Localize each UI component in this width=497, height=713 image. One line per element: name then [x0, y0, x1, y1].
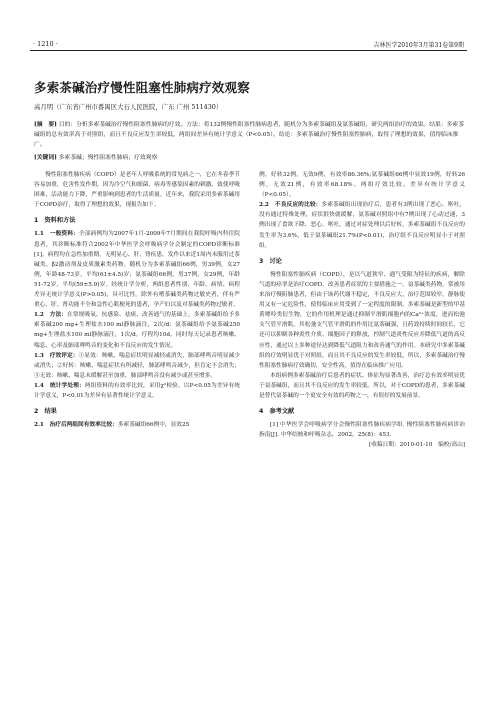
section-heading-results: 2 结果 [34, 408, 57, 416]
intro-paragraph: 慢性阻塞性肺疾病（COPD）是老年人呼吸系统的常见病之一，它在冬春季节容易加重，危害性发作期，因为冷空气和细菌、病毒等感染因素的刺激，致使呼吸困难，活动能力下降，严重影响到患者的生活质量。近年来，我院采用多索茶碱用于COPD治疗，取得了理想的效果，现报告如下。 [34, 172, 240, 209]
paragraph-2-2 [259, 200, 465, 250]
left-column [34, 170, 240, 430]
text-1-3: ①显效：咳嗽、喘息症状明显减轻或消失，肺部哮鸣音明显减少或消失；②好转：咳嗽、喘息症状有所减轻，肺部哮鸣音减少，但肯定不会消失；③无效：咳嗽、喘息未缓解甚至加重，肺部哮鸣音没有减少或甚至增多。 [34, 352, 241, 379]
discussion-paragraph: 慢性阻塞性肺疾病（COPD），是以气道狭窄、通气受限为特征的疾病，解除气道的痉挛是治疗COPD，改善患者症状的主要措施之一。氨茶碱类药物，常被用来治疗慢阻肺患者，但由于该药代谢不稳定，不良反应大，治疗范围较窄，静脉使用又有一定危险性，使得临床应用受到了一定程度的限制。多索茶碱是新型的甲基黄嘌呤类衍生物，它的作用机理是通过抑制平滑肌细胞内的Ca²⁺浓度，进而松弛支气管平滑肌。其松弛支气管平滑肌的作用比氨茶碱强，且药效持续时间较长，它还可以抑制各种炎性介质、细胞因子的释放，控制气道炎性反应并降低气道的高反应性，通过以上多种途径达到降低气道阻力和改善通气的作用。本研究中多索茶碱组的疗效明显优于对照组，而且其不良反应的发生率较低，所以，多索茶碱治疗慢性阻塞性肺病疗效确切，安全性高，值得在临床推广应用。 [259, 271, 465, 369]
abstract-label: [摘 要] [34, 122, 57, 128]
paragraph-1-4 [34, 381, 240, 401]
right-column [259, 170, 465, 450]
page-number: · 1210 · [33, 40, 58, 48]
subheading-2-1: 2.1 治疗后两组间有效率比较： [34, 422, 118, 429]
paragraph-1-3 [34, 351, 240, 381]
text-1-4: 两组资料的有效率比较，采用χ²检验，以P<0.05为差异有统计学意义，P<0.01为差异有显著性统计学意义。 [34, 382, 240, 399]
section-heading-references: 4 参考文献 [259, 408, 295, 416]
abstract [34, 120, 464, 150]
header-rule [30, 50, 467, 51]
subheading-1-3: 1.3 疗效评定： [34, 352, 79, 359]
journal-header: 吉林医学2010年3月第31卷第9期 [373, 42, 464, 49]
author-line: 高月明（广东省广州市番禺区大石人民医院，广东 广州 511430） [34, 103, 223, 111]
paragraph-1-2 [34, 310, 240, 350]
text-1-1: 全部病例均为2007年1月-2009年7月期间在我院呼吸内科住院患者，其诊断标准符合2002年中华医学会呼吸病学分会制定的COPD诊断标准[1]，病程均在急性加重期。无明显心、肝、肾疾患。发作以来近1周内未服用过茶碱类、β2激动剂及皮质激素类药物。随机分为多索茶碱组66例，男39例，女27例，年龄48-73岁，平均(61±4.5)岁；氨茶碱组66例，男37例，女29例，年龄51-72岁，平均(59±5.9)岁。经统计学分析，两组患者性别、年龄、病情、病程差异无统计学意义(P>0.05)，具可比性。除外有嗜茶碱类药物过敏史者，伴有严重心、肝、肾功能不全和急性心肌梗死的患者，孕产妇以及对茶碱类药物过敏者。 [34, 231, 240, 309]
text-2-1: 多索茶碱组66例中，显效25 [117, 422, 190, 429]
text-1-2: 在常规吸氧、抗感染、祛痰、改善通气的基础上，多索茶碱组给予多索茶碱200 mg+生理盐水100 ml静脉滴注，2次/d；氨茶碱组给予氨茶碱250 mg+生理盐水100 ml静脉滴注，1次/d。疗程均10d。同时每天记录患者咳嗽、喘息、心率及肺部哮鸣音的变化和不良反应的发生情况。 [34, 312, 240, 349]
subheading-1-4: 1.4 统计学处理： [34, 382, 85, 389]
section-heading-materials: 1 资料和方法 [34, 217, 76, 225]
keywords-text: 多索茶碱；慢性阻塞性肺病；疗效观察 [58, 155, 158, 161]
keywords-label: [关键词] [34, 155, 57, 161]
received-date: [收稿日期：2010-01-10 编校/高山] [368, 442, 465, 449]
subheading-2-2: 2.2 不良反应的比较： [259, 202, 322, 209]
article-title: 多索茶碱治疗慢性阻塞性肺病疗效观察 [34, 80, 250, 95]
subheading-1-1: 1.1 一般资料： [34, 231, 80, 238]
paragraph-1-1 [34, 229, 240, 310]
discussion-paragraph-2: 本组病例多索茶碱治疗后患者的症状、体征均显著改善，治疗总有效率明显优于氨茶碱组，而且其不良反应的发生率较低。所以，对于COPD的患者，多索茶碱是替代氨茶碱的一个更安全有效的药物之一，有很好的发展前景。 [259, 372, 465, 399]
paragraph-2-1 [34, 420, 240, 430]
text-2-2: 多索茶碱组出现治疗后，患者有3例出现了恶心、呕吐，没有通过特殊处理，症状很快就缓解，氨茶碱对照组中有7例出现了心动过速，3例出现了食欲下降、恶心、呕吐，通过对症处理以后好转，多索茶碱组不良反应的发生率为3.6%，低于氨茶碱组21.7%(P<0.01)，治疗组不良反应明显小于对照组。 [259, 202, 465, 249]
reference-item: [1] 中华医学会呼吸病学分会慢性阻塞性肺疾病学组. 慢性阻塞性肺疾病诊治指南[J]. 中华结核和呼吸杂志，2002，25(8)：453. [259, 422, 465, 439]
paragraph-2-1-continued: 例，好转32例，无效9例，有效率86.36%;氨茶碱组66例中显效19例，好转26例，无效21例，有效率68.18%。两组疗效比较，差异有统计学意义（P<0.05）。 [259, 172, 465, 199]
subheading-1-2: 1.2 方法： [34, 312, 68, 319]
keywords [34, 152, 464, 161]
section-heading-discussion: 3 讨论 [259, 257, 282, 265]
abstract-text: 目的：分析多索茶碱治疗慢性阻塞性肺病的疗效。方法：将132例慢性阻塞性肺病患者，随机分为多索茶碱组及氨茶碱组，研究两组治疗的效果。结果：多索茶碱组的总有效率高于对照组，而且不良反应发生率较低，两组间差异有统计学意义（P<0.05）。结论：多索茶碱治疗慢性阻塞性肺病，取得了理想的效果，值得临床推广。 [34, 122, 464, 148]
